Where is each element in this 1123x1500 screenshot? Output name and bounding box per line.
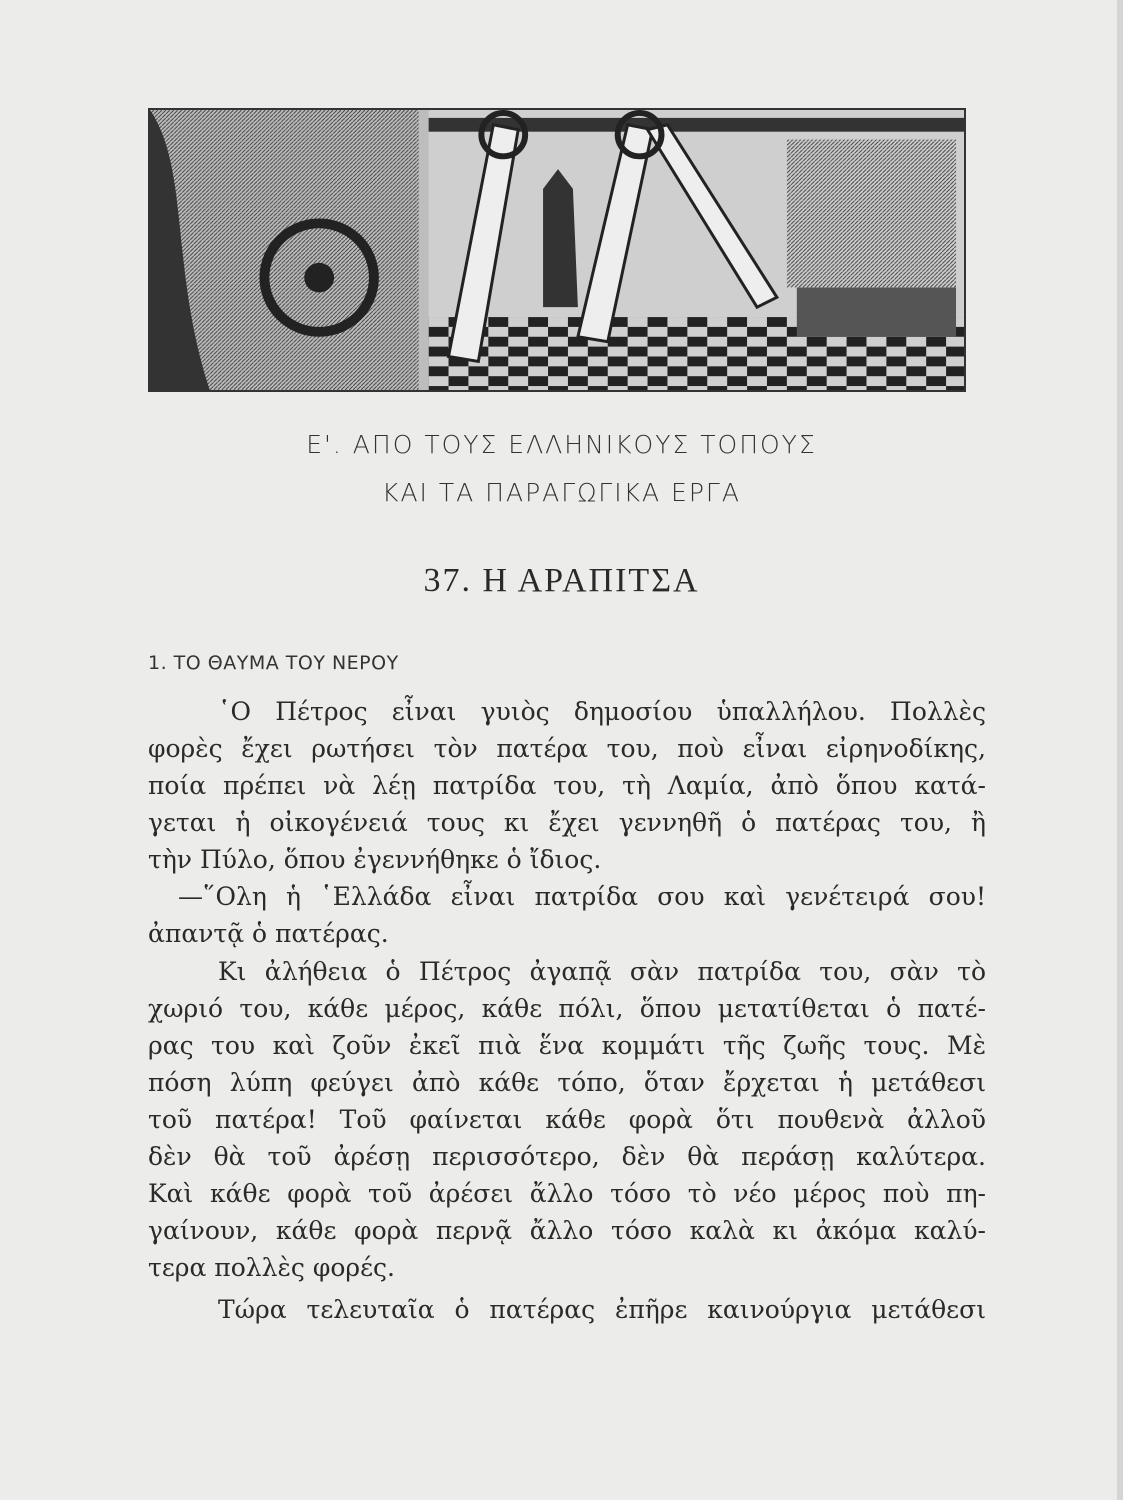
- text-line: ποία πρέπει νὰ λέῃ πατρίδα του, τὴ Λαμία, ἀπὸ ὅπου κατά-: [148, 771, 986, 800]
- text-line: χωριό του, κάθε μέρος, κάθε πόλι, ὅπου μετατίθεται ὁ πατέ-: [148, 994, 986, 1023]
- chapter-illustration: [148, 108, 966, 392]
- text-line: —῞Ολη ἡ ῾Ελλάδα εἶναι πατρίδα σου καὶ γενέτειρά σου!: [178, 882, 986, 911]
- chapter-title: 37. Η ΑΡΑΠΙΤΣΑ: [423, 562, 700, 599]
- worker: [543, 169, 578, 307]
- loom: [787, 140, 956, 288]
- text-line: Καὶ κάθε φορὰ τοῦ ἀρέσει ἄλλο τόσο τὸ νέο μέρος ποὺ πη-: [148, 1179, 986, 1208]
- page-edge: [1117, 0, 1123, 1500]
- text-line: ρας του καὶ ζοῦν ἐκεῖ πιὰ ἕνα κομμάτι τῆς ζωῆς τους. Μὲ: [148, 1031, 986, 1060]
- text-line: Κι ἀλήθεια ὁ Πέτρος ἀγαπᾷ σὰν πατρίδα του, σὰν τὸ: [218, 957, 986, 986]
- text-line: Τώρα τελευταῖα ὁ πατέρας ἐπῆρε καινούργια μετάθεσι: [218, 1295, 986, 1324]
- section-heading-line-2: ΚΑΙ ΤΑ ΠΑΡΑΓΩΓΙΚΑ ΕΡΓΑ: [382, 478, 741, 507]
- text-line: γεται ἡ οἰκογένειά τους κι ἔχει γεννηθῆ ὁ πατέρας του, ἢ: [148, 808, 986, 837]
- text-line: τερα πολλὲς φορές.: [148, 1253, 395, 1282]
- section-heading-line-1: Ε'. ΑΠΟ ΤΟΥΣ ΕΛΛΗΝΙΚΟΥΣ ΤΟΠΟΥΣ: [306, 430, 817, 459]
- text-line: τοῦ πατέρα! Τοῦ φαίνεται κάθε φορὰ ὅτι πουθενὰ ἀλλοῦ: [148, 1105, 986, 1134]
- text-line: πόση λύπη φεύγει ἀπὸ κάθε τόπο, ὅταν ἔρχεται ἡ μετάθεσι: [148, 1068, 986, 1097]
- text-line: τὴν Πύλο, ὅπου ἐγεννήθηκε ὁ ἴδιος.: [148, 845, 602, 874]
- watermill-factory-engraving: [150, 110, 964, 390]
- text-line: ἀπαντᾷ ὁ πατέρας.: [148, 919, 389, 948]
- text-line: δὲν θὰ τοῦ ἀρέσῃ περισσότερο, δὲν θὰ περάσῃ καλύτερα.: [148, 1142, 986, 1171]
- text-line: φορὲς ἔχει ρωτήσει τὸν πατέρα του, ποὺ εἶναι εἰρηνοδίκης,: [148, 734, 986, 763]
- text-line: γαίνουν, κάθε φορὰ περνᾷ ἄλλο τόσο καλὰ κι ἀκόμα καλύ-: [148, 1216, 986, 1245]
- subheading: 1. ΤΟ ΘΑΥΜΑ ΤΟΥ ΝΕΡΟΥ: [148, 652, 399, 674]
- body-text: [148, 693, 986, 1328]
- text-line: ῾Ο Πέτρος εἶναι γυιὸς δημοσίου ὑπαλλήλου. Πολλὲς: [218, 697, 986, 726]
